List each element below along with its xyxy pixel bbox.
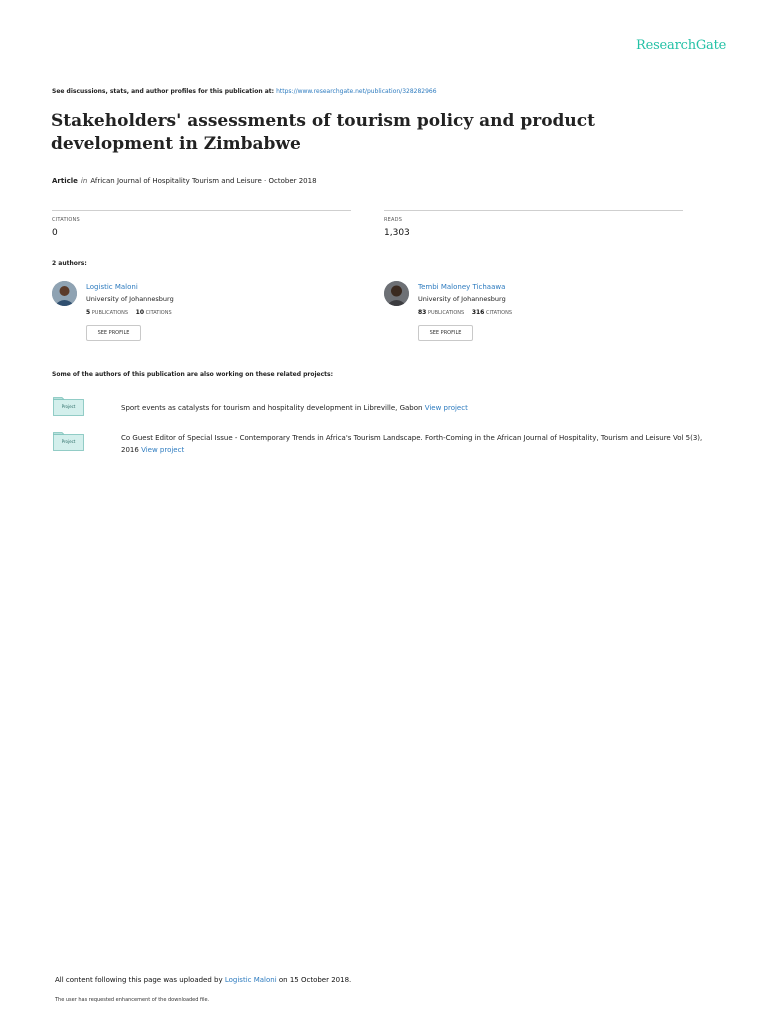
authors-heading: 2 authors: [52,260,87,267]
publication-url-link[interactable]: https://www.researchgate.net/publication/328282966 [276,88,437,95]
publications-count: 5 [86,309,91,316]
publication-type: Article [52,177,78,185]
avatar[interactable] [52,281,77,306]
reads-value: 1,303 [384,228,410,238]
avatar[interactable] [384,281,409,306]
in-word: in [80,177,88,185]
publications-label: PUBLICATIONS [91,310,129,316]
see-profile-button[interactable]: SEE PROFILE [86,325,141,341]
journal-date[interactable]: African Journal of Hospitality Tourism and Leisure · October 2018 [90,177,317,185]
publication-title: Stakeholders' assessments of tourism policy and product development in Zimbabwe [51,111,595,154]
see-profile-button[interactable]: SEE PROFILE [418,325,473,341]
uploader-link[interactable]: Logistic Maloni [224,976,277,984]
project-description [121,432,721,456]
related-projects-heading: Some of the authors of this publication are also working on these related projects: [52,371,333,378]
publications-count: 83 [418,309,427,316]
author-name-link[interactable]: Logistic Maloni [86,283,138,291]
project-icon-label: Project [61,404,76,409]
reads-label: READS [384,217,403,223]
citations-divider [52,210,351,211]
project-description [121,402,721,414]
view-project-link[interactable]: View project [424,404,468,412]
citations-count: 10 [135,309,145,316]
project-folder-icon[interactable] [53,397,84,416]
reads-divider [384,210,683,211]
author-stats [86,309,172,316]
publications-label: PUBLICATIONS [427,310,465,316]
upload-prefix: All content following this page was uploaded by [55,976,223,984]
project-title: Sport events as catalysts for tourism and hospitality development in Libreville, Gabon [121,404,423,412]
intro-line [52,88,437,95]
publication-meta [52,177,317,185]
upload-notice [55,976,351,984]
citations-count: 316 [471,309,485,316]
upload-suffix: on 15 October 2018. [278,976,352,984]
author-name-link[interactable]: Tembi Maloney Tichaawa [418,283,506,291]
author-card [384,281,684,345]
project-icon-label: Project [61,439,76,444]
enhancement-note: The user has requested enhancement of the downloaded file. [55,997,210,1003]
view-project-link[interactable]: View project [141,446,185,454]
author-institution: University of Johannesburg [418,295,506,303]
project-item [52,432,722,458]
citations-value: 0 [52,228,58,238]
project-title: Co Guest Editor of Special Issue - Contemporary Trends in Africa's Tourism Landscape. Forth-Coming in the African Journal of Hospitality, Tourism and Leisure Vol 5(3), 2016 [121,434,703,454]
author-card [52,281,352,345]
project-item [52,397,722,419]
author-institution: University of Johannesburg [86,295,174,303]
citations-label: CITATIONS [485,310,512,316]
author-stats [418,309,512,316]
project-folder-icon[interactable] [53,432,84,451]
citations-label: CITATIONS [145,310,172,316]
researchgate-logo[interactable]: ResearchGate [636,38,727,53]
intro-text: See discussions, stats, and author profiles for this publication at: [52,88,275,95]
citations-label: CITATIONS [52,217,80,223]
